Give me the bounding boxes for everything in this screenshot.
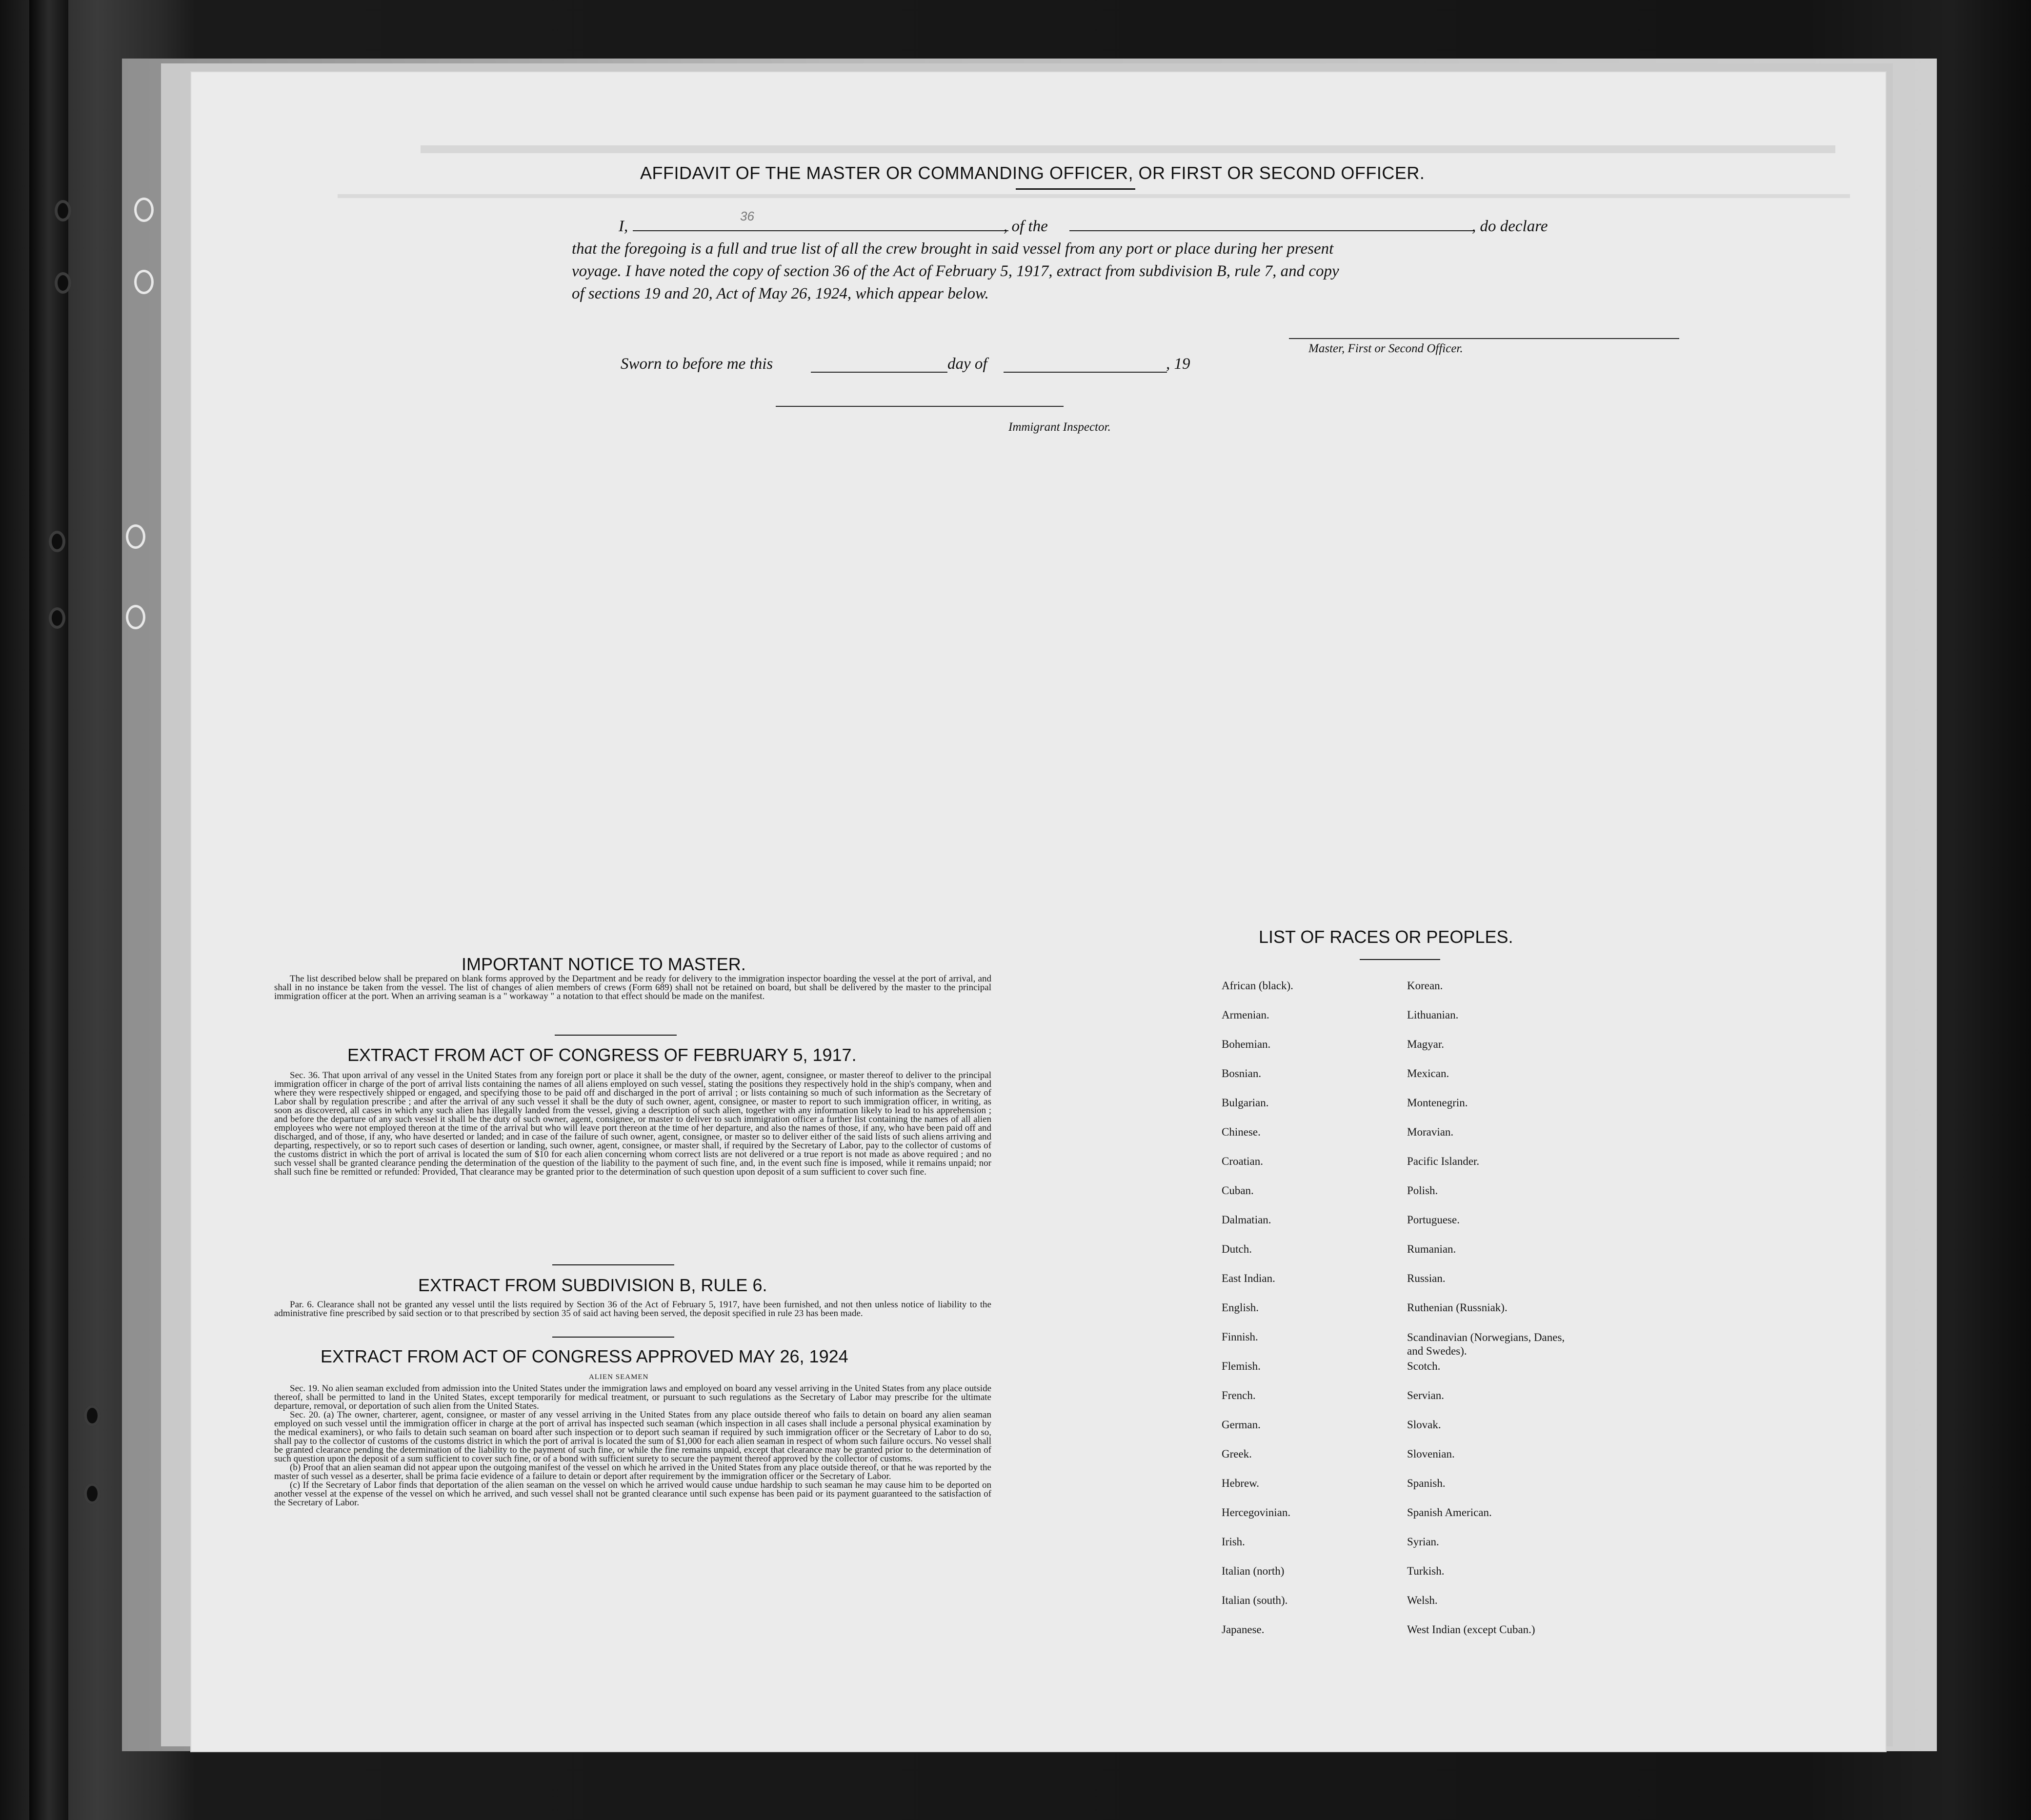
title-rule — [1016, 188, 1135, 190]
extract3-subtitle: ALIEN SEAMEN — [589, 1373, 649, 1381]
race-item: Polish. — [1407, 1184, 1438, 1197]
sworn-text: Sworn to before me this — [621, 355, 773, 373]
race-item: Croatian. — [1222, 1155, 1263, 1167]
binder-hole — [55, 272, 71, 294]
race-item: Hebrew. — [1222, 1477, 1260, 1489]
binder-hole — [55, 200, 71, 221]
race-item: Pacific Islander. — [1407, 1155, 1480, 1167]
vessel-blank[interactable] — [1069, 230, 1474, 231]
race-item: Cuban. — [1222, 1184, 1254, 1197]
race-item: Scandinavian (Norwegians, Danes, and Swedes). — [1407, 1331, 1565, 1357]
binder-hole — [84, 1405, 101, 1426]
race-item: Greek. — [1222, 1448, 1252, 1460]
master-label: Master, First or Second Officer. — [1308, 342, 1463, 355]
race-item: Lithuanian. — [1407, 1009, 1459, 1021]
notice-text: The list described below shall be prepared on blank forms approved by the Department and be ready for delivery to the immigration inspector boarding the vessel at the port of arrival, and shall in no instance be taken from the vessel. The list of changes of alien members of crews (Form 689) shall not be retained on board, but shall be delivered by the master to the principal immigration officer at the port. When an arriving seaman is a " workaway " a notation to that effect should be made on the manifest. — [274, 974, 991, 1001]
race-item: African (black). — [1222, 980, 1293, 992]
affidavit-line-3: voyage. I have noted the copy of section 36 of the Act of February 5, 1917, extract from subdivision B, rule 7, and copy — [572, 262, 1339, 280]
master-signature-line[interactable] — [1289, 338, 1679, 339]
extract2-body — [274, 1300, 991, 1318]
race-item: Scotch. — [1407, 1360, 1441, 1372]
extract3-body — [274, 1384, 991, 1507]
affidavit-line-4: of sections 19 and 20, Act of May 26, 1924, which appear below. — [572, 285, 989, 302]
binder-ring-icon — [126, 524, 145, 549]
extract1-text: Sec. 36. That upon arrival of any vessel in the United States from any foreign port or place it shall be the duty of the owner, agent, consignee, or master thereof to deliver to the principal immigration officer in charge of the port of arrival lists containing the names of all aliens employed on such vessel, stating the positions they respectively hold in the ship's company, when and where they were respectively shipped or engaged, and specifying those to be paid off and discharged in the port of arrival ; or lists containing so much of such information as the Secretary of Labor shall by regulation prescribe ; and after the arrival of any such vessel it shall be the duty of such owner, agent, consignee, or master to report to such immigration officer, in writing, as soon as discovered, all cases in which any such alien has illegally landed from the vessel, giving a description of such alien, together with any information likely to lead to his apprehension ; and before the departure of any such vessel it shall be the duty of such owner, agent, consignee, or master to deliver to such immigration officer a further list containing the names of all alien employees who were not employed thereon at the time of the arrival but who will leave port thereon at the time of her departure, and also the names of those, if any, who have been paid off and discharged, and of those, if any, who have deserted or landed; and in case of the failure of such owner, agent, consignee, or master so to deliver either of the said lists of such aliens arriving and departing, respectively, or so to report such cases of desertion or landing, such owner, agent, consignee, or master shall, if required by the Secretary of Labor, pay to the collector of customs of the customs district in which the port of arrival is located the sum of $10 for each alien concerning whom correct lists are not delivered or a true report is not made as above required ; and no such vessel shall be granted clearance pending the determination of the question of the liability to the payment of such fine, and, in the event such fine is imposed, while it remains unpaid; nor shall such fine be remitted or refunded: Provided, That clearance may be granted prior to the determination of such question upon deposit of a sum sufficient to cover such fine. — [274, 1070, 991, 1177]
binder-ring-icon — [134, 198, 154, 222]
binder-ring-icon — [134, 270, 154, 294]
affidavit-title: AFFIDAVIT OF THE MASTER OR COMMANDING OFFICER, OR FIRST OR SECOND OFFICER. — [640, 163, 1425, 183]
race-item: Ruthenian (Russniak). — [1407, 1301, 1508, 1314]
race-item: Portuguese. — [1407, 1214, 1460, 1226]
sec20a-text: Sec. 20. (a) The owner, charterer, agent, consignee, or master of any vessel arriving in the United States from any place outside thereof who fails to detain on board any alien seaman employed on such vessel until the immigration officer in charge at the port of arrival has inspected such seaman (which inspection in all cases shall include a personal physical examination by the medical examiners), or who fails to detain such seaman on board after such inspection or to deport such seaman if required by such immigration officer or the Secretary of Labor to do so, shall pay to the collector of customs of the customs district in which the port of arrival is located the sum of $1,000 for each alien seaman in respect of whom such failure occurs. No vessel shall be granted clearance pending the determination of the liability to the payment of such fine, or while the fine remains unpaid, except that clearance may be granted prior to the determination of such question upon the deposit of a sum sufficient to cover such fine, or of a bond with sufficient surety to secure the payment thereof approved by the collector of customs. — [274, 1410, 991, 1464]
race-item: Dutch. — [1222, 1243, 1252, 1255]
race-item: Magyar. — [1407, 1038, 1445, 1050]
race-item: Japanese. — [1222, 1623, 1265, 1636]
notice-title: IMPORTANT NOTICE TO MASTER. — [462, 954, 746, 974]
race-item: Turkish. — [1407, 1565, 1445, 1577]
race-item: Mexican. — [1407, 1067, 1449, 1080]
affidavit-line-2: that the foregoing is a full and true list of all the crew brought in said vessel from any port or place during her present — [572, 240, 1334, 258]
extract2-rule — [552, 1337, 674, 1338]
race-item: German. — [1222, 1419, 1261, 1431]
binder-hole — [49, 531, 65, 552]
race-item: West Indian (except Cuban.) — [1407, 1623, 1535, 1636]
notice-body — [274, 975, 991, 1001]
race-item: Chinese. — [1222, 1126, 1261, 1138]
race-item: Bohemian. — [1222, 1038, 1271, 1050]
sworn-month-blank[interactable] — [1004, 372, 1167, 373]
name-blank[interactable] — [633, 230, 1008, 231]
binder-ring-icon — [126, 605, 145, 629]
inspector-signature-line[interactable] — [776, 406, 1064, 407]
race-item: Flemish. — [1222, 1360, 1261, 1372]
race-item: Moravian. — [1407, 1126, 1454, 1138]
notice-rule — [555, 1035, 677, 1036]
race-item: Irish. — [1222, 1536, 1245, 1548]
race-item: Servian. — [1407, 1389, 1445, 1401]
extract1-rule — [552, 1264, 674, 1265]
race-item: Slovenian. — [1407, 1448, 1455, 1460]
race-item: Armenian. — [1222, 1009, 1269, 1021]
race-item: Italian (south). — [1222, 1594, 1288, 1606]
sworn-day-blank[interactable] — [811, 372, 947, 373]
race-item: Russian. — [1407, 1272, 1446, 1284]
race-item: French. — [1222, 1389, 1256, 1401]
affidavit-line-1-i: I, — [619, 218, 628, 235]
extract2-text: Par. 6. Clearance shall not be granted any vessel until the lists required by Section 36 of the Act of February 5, 1917, have been furnished, and not then unless notice of liability to the administrative fine prescribed by said section or to that prescribed by section 35 of said act having been served, the deposit specified in rule 23 has been made. — [274, 1300, 991, 1319]
handwritten-mark: 36 — [740, 209, 754, 223]
day-of-text: day of — [947, 355, 987, 373]
binder-hole — [84, 1483, 101, 1504]
inspector-label: Immigrant Inspector. — [1008, 420, 1111, 434]
race-item: Montenegrin. — [1407, 1097, 1468, 1109]
affidavit-line-1-of-the: , of the — [1004, 218, 1048, 235]
race-item: Welsh. — [1407, 1594, 1438, 1606]
binder-hole — [49, 607, 65, 629]
year-text: , 19 — [1166, 355, 1190, 373]
race-item: Spanish American. — [1407, 1506, 1492, 1519]
extract3-title: EXTRACT FROM ACT OF CONGRESS APPROVED MAY 26, 1924 — [321, 1346, 848, 1366]
race-item: East Indian. — [1222, 1272, 1275, 1284]
race-item: Bulgarian. — [1222, 1097, 1269, 1109]
race-item: Dalmatian. — [1222, 1214, 1271, 1226]
race-item: Bosnian. — [1222, 1067, 1262, 1080]
race-item: Italian (north) — [1222, 1565, 1285, 1577]
affidavit-page — [191, 72, 1886, 1751]
extract2-title: EXTRACT FROM SUBDIVISION B, RULE 6. — [418, 1275, 767, 1295]
race-item: Syrian. — [1407, 1536, 1439, 1548]
extract1-title: EXTRACT FROM ACT OF CONGRESS OF FEBRUARY 5, 1917. — [347, 1045, 857, 1065]
race-item: Slovak. — [1407, 1419, 1441, 1431]
race-item: Korean. — [1407, 980, 1443, 992]
affidavit-line-1-declare: , do declare — [1472, 218, 1548, 235]
sec20b-text: (b) Proof that an alien seaman did not appear upon the outgoing manifest of the vessel on which he arrived in the United States from any place outside thereof, or that he was reported by the master of such vessel as a deserter, shall be prima facie evidence of a failure to detain or deport after requirement by the immigration officer or the Secretary of Labor. — [274, 1462, 991, 1481]
race-item: Finnish. — [1222, 1331, 1258, 1343]
race-item: Spanish. — [1407, 1477, 1446, 1489]
bleed-through-text — [338, 194, 1850, 208]
races-title: LIST OF RACES OR PEOPLES. — [1259, 927, 1513, 947]
sec20c-text: (c) If the Secretary of Labor finds that deportation of the alien seaman on the vessel on which he arrived would cause undue hardship to such seaman he may cause him to be deported on another vessel at the expense of the vessel on which he arrived, and such vessel shall not be granted clearance until such expense has been paid or its payment guaranteed to the satisfaction of the Secretary of Labor. — [274, 1480, 991, 1508]
race-item: Rumanian. — [1407, 1243, 1456, 1255]
extract1-body — [274, 1071, 991, 1177]
races-rule — [1360, 959, 1440, 960]
race-item: English. — [1222, 1301, 1259, 1314]
race-item: Hercegovinian. — [1222, 1506, 1291, 1519]
sec19-text: Sec. 19. No alien seaman excluded from admission into the United States under the immigration laws and employed on board any vessel arriving in the United States from any place outside thereof, shall be permitted to land in the United States, except temporarily for medical treatment, or pursuant to such regulations as the Secretary of Labor may prescribe for the ultimate departure, removal, or deportation of such alien from the United States. — [274, 1383, 991, 1411]
